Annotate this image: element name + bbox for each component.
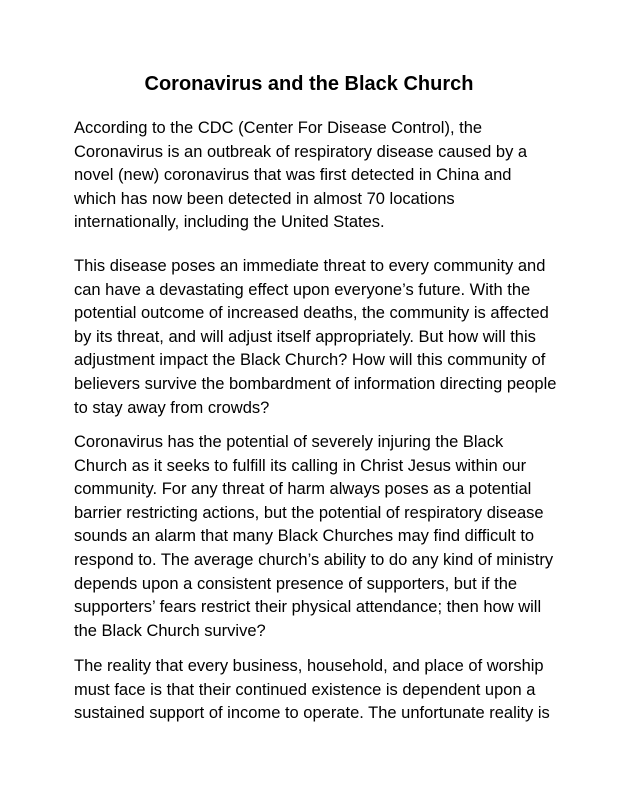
- text-line: adjustment impact the Black Church? How will this community of: [74, 351, 546, 370]
- text-line: The reality that every business, household, and place of worship: [74, 657, 544, 675]
- text-line: community. For any threat of harm always poses as a potential: [74, 480, 532, 499]
- text-line: which has now been detected in almost 70 locations: [74, 189, 455, 208]
- text-line: potential outcome of increased deaths, the community is affected: [74, 304, 549, 323]
- paragraph-2: [74, 255, 557, 420]
- text-line: believers survive the bombardment of information directing people: [74, 374, 557, 393]
- text-line: Coronavirus has the potential of severely injuring the Black: [74, 433, 504, 451]
- text-line: Coronavirus is an outbreak of respiratory disease caused by a: [74, 142, 528, 161]
- text-line: novel (new) coronavirus that was first detected in China and: [74, 166, 512, 185]
- text-line: the Black Church survive?: [74, 621, 266, 640]
- text-line: sustained support of income to operate. The unfortunate reality is: [74, 704, 550, 723]
- paragraph-3: [74, 431, 554, 643]
- text-line: to stay away from crowds?: [74, 398, 270, 417]
- paragraph-4: [74, 655, 554, 726]
- text-line: can have a devastating effect upon everyone’s future. With the: [74, 280, 531, 299]
- text-line: must face is that their continued existence is dependent upon a: [74, 680, 536, 699]
- document-title: Coronavirus and the Black Church: [144, 73, 474, 95]
- text-line: barrier restricting actions, but the potential of respiratory disease: [74, 503, 544, 522]
- text-line: sounds an alarm that many Black Churches may find difficult to: [74, 527, 535, 546]
- text-line: Church as it seeks to fulfill its calling in Christ Jesus within our: [74, 456, 527, 475]
- text-line: supporters’ fears restrict their physical attendance; then how will: [74, 598, 542, 617]
- text-line: depends upon a consistent presence of supporters, but if the: [74, 574, 518, 593]
- text-line: According to the CDC (Center For Disease Control), the: [74, 119, 483, 137]
- paragraph-1: [74, 117, 554, 235]
- text-line: internationally, including the United States.: [74, 213, 385, 232]
- text-line: This disease poses an immediate threat to every community and: [74, 257, 546, 275]
- text-line: by its threat, and will adjust itself appropriately. But how will this: [74, 327, 536, 346]
- text-line: respond to. The average church’s ability to do any kind of ministry: [74, 550, 554, 569]
